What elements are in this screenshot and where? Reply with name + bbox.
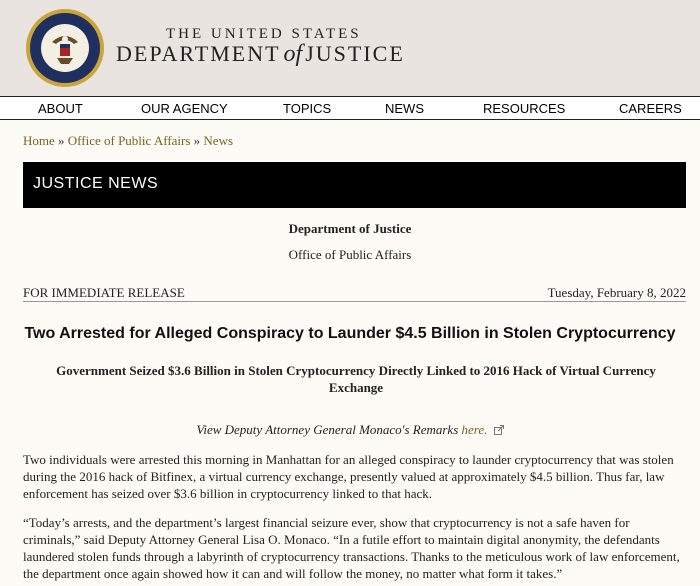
agency-name-top: THE UNITED STATES bbox=[166, 26, 362, 42]
remarks-text: View Deputy Attorney General Monaco's Remarks bbox=[196, 422, 462, 437]
article-paragraph-1: Two individuals were arrested this morning in Manhattan for an alleged conspiracy to launder cryptocurrency that was stolen during the 2016 hack of Bitfinex, a virtual currency exchange, presently valued at approximately $4.5 billion. Thus far, law enforcement has seized over $3.6 billion in cryptocurrency linked to that hack. bbox=[23, 452, 674, 501]
nav-resources[interactable]: RESOURCES bbox=[483, 101, 566, 116]
main-nav bbox=[0, 96, 700, 120]
justice-news-banner bbox=[23, 162, 686, 208]
agency-department: DEPARTMENT bbox=[116, 41, 281, 66]
breadcrumb bbox=[23, 133, 233, 149]
masthead bbox=[0, 0, 700, 96]
release-row bbox=[23, 285, 686, 302]
agency-name-main bbox=[116, 41, 405, 68]
breadcrumb-home[interactable]: Home bbox=[23, 133, 55, 148]
department-name: Department of Justice bbox=[288, 221, 412, 236]
remarks-line bbox=[0, 422, 700, 438]
article-paragraph-2: “Today’s arrests, and the department’s largest financial seizure ever, show that cryptocurrency is not a safe haven for criminals,” said Deputy Attorney General Lisa O. Monaco. “In a futile effort to maintain digital anonymity, the defendants laundered stolen funds through a labyrinth of cryptocurrency transactions. Thanks to the meticulous work of law enforcement, the department once again showed how it can and will follow the money, no matter what form it takes.” bbox=[23, 515, 680, 581]
page-title: Two Arrested for Alleged Conspiracy to Launder $4.5 Billion in Stolen Cryptocurrency bbox=[24, 325, 676, 342]
external-link-icon[interactable] bbox=[494, 425, 504, 435]
breadcrumb-separator: » bbox=[190, 133, 204, 148]
office-name: Office of Public Affairs bbox=[288, 247, 412, 262]
breadcrumb-office[interactable]: Office of Public Affairs bbox=[67, 133, 191, 148]
nav-about[interactable]: ABOUT bbox=[38, 101, 83, 116]
remarks-link[interactable]: here. bbox=[461, 422, 488, 437]
doj-seal-icon[interactable] bbox=[25, 8, 105, 88]
agency-justice: JUSTICE bbox=[305, 41, 405, 66]
breadcrumb-separator: » bbox=[54, 133, 68, 148]
breadcrumb-news[interactable]: News bbox=[203, 133, 234, 148]
agency-of: of bbox=[283, 41, 303, 67]
nav-careers[interactable]: CAREERS bbox=[619, 101, 682, 116]
nav-our-agency[interactable]: OUR AGENCY bbox=[141, 101, 228, 116]
release-status: FOR IMMEDIATE RELEASE bbox=[23, 285, 185, 300]
nav-topics[interactable]: TOPICS bbox=[283, 101, 332, 116]
release-date: Tuesday, February 8, 2022 bbox=[547, 285, 686, 300]
banner-label: JUSTICE NEWS bbox=[33, 175, 159, 192]
nav-news[interactable]: NEWS bbox=[385, 101, 424, 116]
subheadline: Government Seized $3.6 Billion in Stolen Cryptocurrency Directly Linked to 2016 Hack of Virtual Currency Exchange bbox=[56, 363, 656, 395]
